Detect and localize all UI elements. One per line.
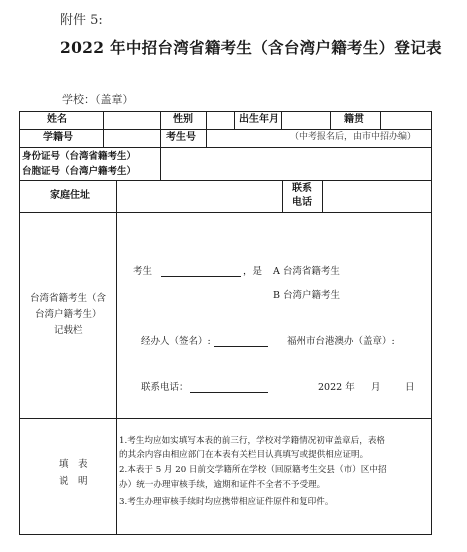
examinee-prefix: 考生 <box>133 266 153 277</box>
phone-label: 联系电话： <box>141 382 189 393</box>
contact-field[interactable] <box>323 181 431 212</box>
option-b: B 台湾户籍考生 <box>273 290 341 301</box>
id-card-label: 身份证号（台湾省籍考生） <box>22 151 137 162</box>
date-day: 日 <box>405 382 415 393</box>
date-month: 月 <box>371 382 381 393</box>
note-line: 1.考生均应如实填写本表的前三行，学校对学籍情况初审盖章后，表格 <box>119 436 386 446</box>
examinee-name-line[interactable] <box>161 276 241 277</box>
origin-label: 籍贯 <box>344 114 364 125</box>
exam-id-label: 考生号 <box>166 132 196 143</box>
name-field[interactable] <box>104 112 160 129</box>
record-label-line2: 台湾户籍考生） <box>35 309 102 320</box>
student-id-field[interactable] <box>104 130 160 147</box>
address-field[interactable] <box>117 181 282 212</box>
notes-label: 填 表 <box>59 459 88 470</box>
contact-label-line2: 电话 <box>292 197 312 208</box>
is-text: ，是 <box>243 266 263 277</box>
id-number-field[interactable] <box>161 148 431 180</box>
origin-field[interactable] <box>381 112 431 129</box>
record-label-line3: 记载栏 <box>54 325 83 336</box>
date-year: 2022 年 <box>318 382 355 393</box>
address-label: 家庭住址 <box>50 190 90 201</box>
record-label: 台湾省籍考生（含 <box>30 293 107 304</box>
office-label: 福州市台港澳办（盖章）: <box>287 336 395 347</box>
handler-label: 经办人（签名）: <box>141 336 211 347</box>
birth-field[interactable] <box>282 112 330 129</box>
contact-label: 联系 <box>292 183 312 194</box>
school-label: 学校：（盖章） <box>62 93 134 106</box>
gender-field[interactable] <box>207 112 234 129</box>
name-label: 姓名 <box>47 114 67 125</box>
gender-label: 性别 <box>173 114 193 125</box>
note-line: 2.本表于 5 月 20 日前交学籍所在学校（回原籍考生交县（市）区中招 <box>119 465 387 475</box>
note-line: 的其余内容由相应部门在本表有关栏目认真填写或提供相应证明。 <box>119 450 369 460</box>
student-id-label: 学籍号 <box>43 132 73 143</box>
note-line: 3.考生办理审核手续时均应携带相应证件原件和复印件。 <box>119 497 334 507</box>
phone-line[interactable] <box>190 392 268 393</box>
exam-id-note: （中考报名后，由市中招办编） <box>290 132 417 142</box>
note-line: 办）统一办理审核手续，逾期和证件不全者不予受理。 <box>119 480 326 490</box>
notes-label-line2: 说 明 <box>59 476 88 487</box>
birth-label: 出生年月 <box>239 114 279 125</box>
handler-signature-line[interactable] <box>214 346 268 347</box>
page-title: 2022 年中招台湾省籍考生（含台湾户籍考生）登记表 <box>60 38 442 57</box>
attachment-label: 附件 5: <box>60 13 103 28</box>
option-a: A 台湾省籍考生 <box>273 266 340 277</box>
taiwan-permit-label: 台胞证号（台湾户籍考生） <box>22 166 137 177</box>
